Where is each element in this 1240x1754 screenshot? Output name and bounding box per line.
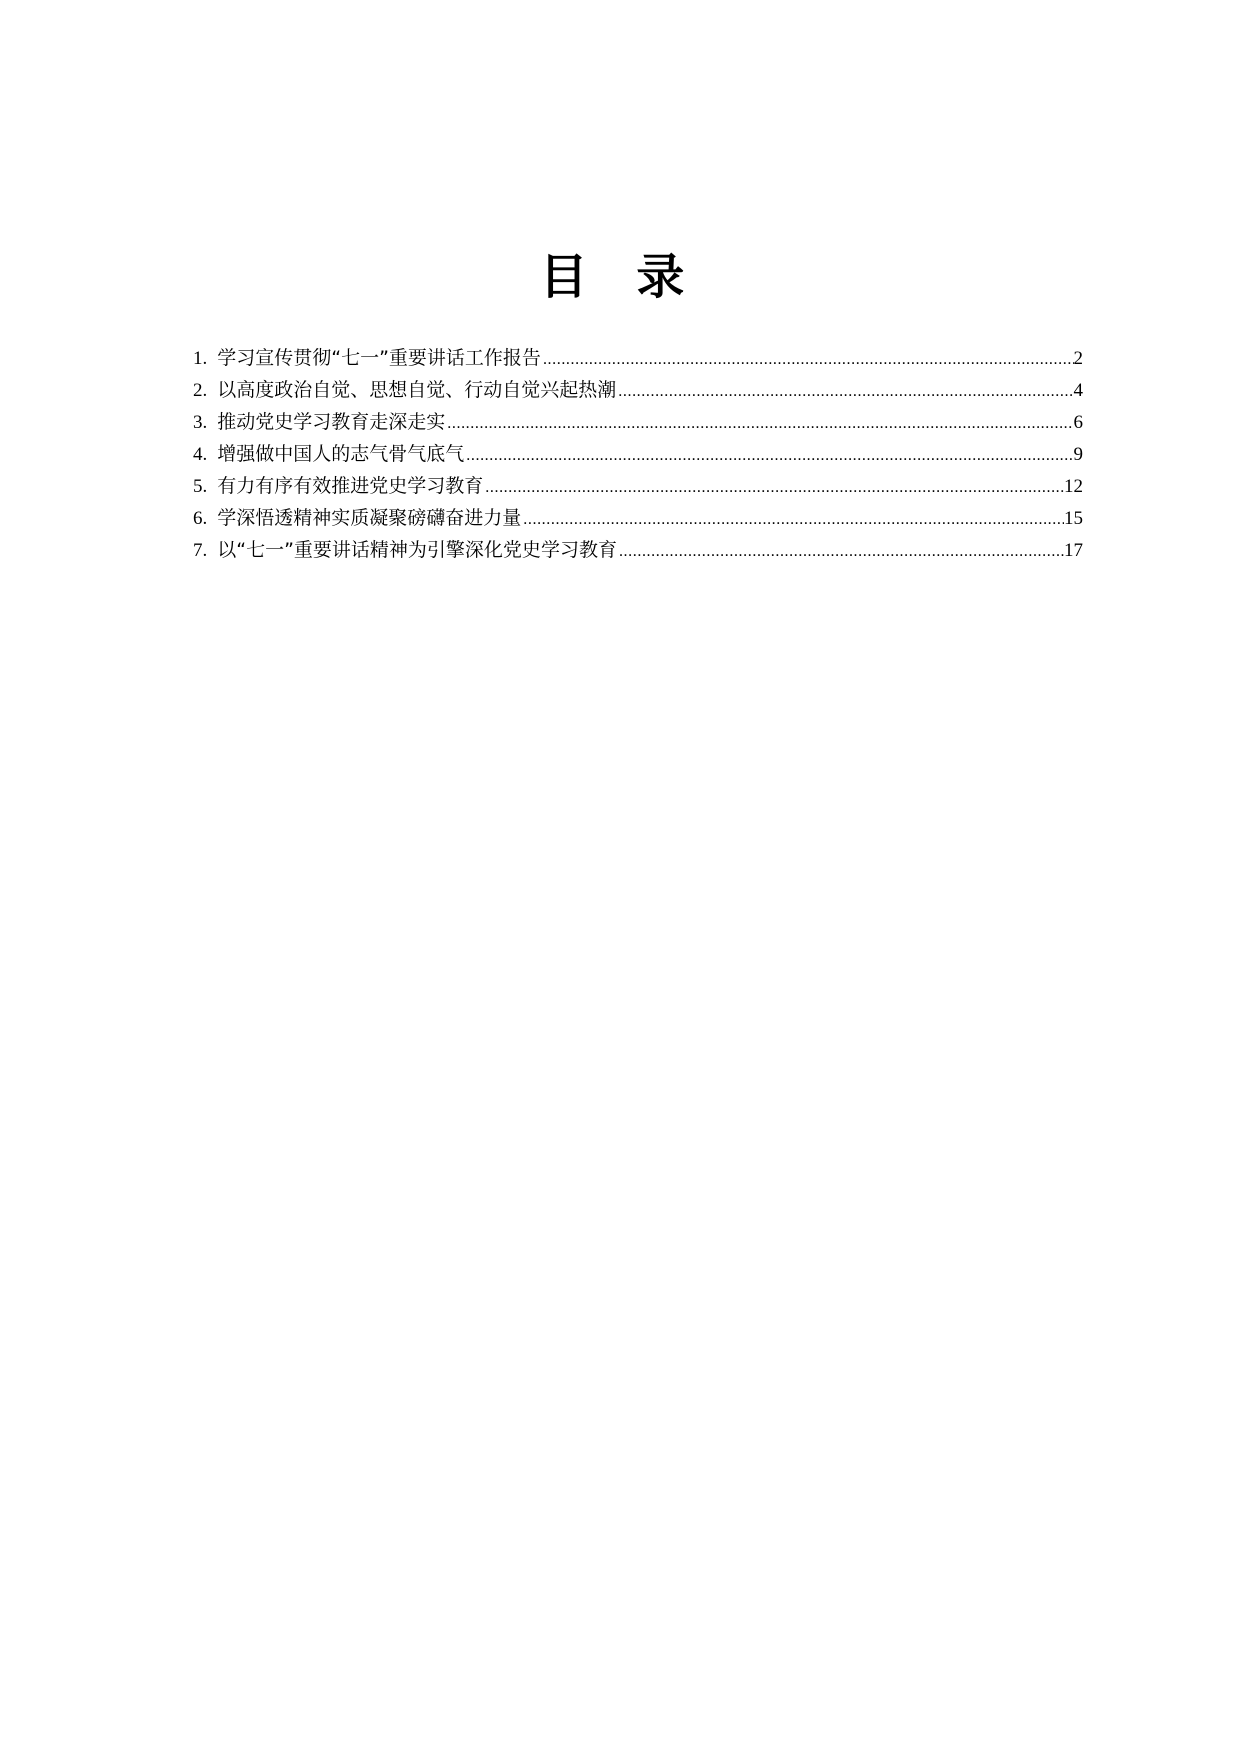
toc-title: 目 录 [539, 249, 701, 305]
toc-entry-number: 5 [193, 476, 203, 497]
toc-entry-page: 2 [1073, 348, 1083, 369]
toc-entry-page: 9 [1073, 444, 1083, 465]
toc-dot-leader [617, 536, 1064, 568]
toc-entry-separator: . [202, 540, 208, 561]
toc-entry-6[interactable] [193, 502, 1083, 534]
toc-entry-title: 学习宣传贯彻“七一”重要讲话工作报告 [217, 347, 541, 369]
toc-entry-page: 17 [1064, 540, 1083, 561]
toc-dot-leader [483, 472, 1064, 504]
toc-entry-separator: . [202, 412, 208, 433]
toc-entry-separator: . [202, 476, 208, 497]
toc-entry-title: 增强做中国人的志气骨气底气 [217, 443, 465, 465]
toc-entry-number: 4 [193, 444, 203, 465]
toc-entry-page: 6 [1073, 412, 1083, 433]
toc-entry-number: 1 [193, 348, 203, 369]
toc-entry-separator: . [202, 508, 208, 529]
toc-entry-page: 4 [1073, 380, 1083, 401]
toc-dot-leader [521, 504, 1064, 536]
toc-entry-number: 3 [193, 412, 203, 433]
toc-entry-number: 6 [193, 508, 203, 529]
toc-entry-separator: . [202, 348, 208, 369]
toc-entry-3[interactable] [193, 406, 1083, 438]
toc-entry-title: 学深悟透精神实质凝聚磅礴奋进力量 [217, 507, 522, 529]
toc-entry-title: 以“七一”重要讲话精神为引擎深化党史学习教育 [217, 539, 617, 561]
toc-entry-title: 推动党史学习教育走深走实 [217, 411, 446, 433]
toc-entry-4[interactable] [193, 438, 1083, 470]
toc-entry-number: 2 [193, 380, 203, 401]
toc-entry-7[interactable] [193, 534, 1083, 566]
toc-entry-separator: . [202, 380, 208, 401]
toc-entry-page: 15 [1064, 508, 1083, 529]
toc-dot-leader [541, 344, 1074, 376]
toc-entry-2[interactable] [193, 374, 1083, 406]
toc-dot-leader [616, 376, 1073, 408]
toc-dot-leader [445, 408, 1073, 440]
toc-entry-page: 12 [1064, 476, 1083, 497]
toc-entry-separator: . [202, 444, 208, 465]
toc-entry-title: 以高度政治自觉、思想自觉、行动自觉兴起热潮 [217, 379, 617, 401]
toc-entry-title: 有力有序有效推进党史学习教育 [217, 475, 484, 497]
toc-entry-5[interactable] [193, 470, 1083, 502]
toc-list [193, 342, 1083, 566]
toc-dot-leader [464, 440, 1073, 472]
toc-entry-1[interactable] [193, 342, 1083, 374]
toc-entry-number: 7 [193, 540, 203, 561]
